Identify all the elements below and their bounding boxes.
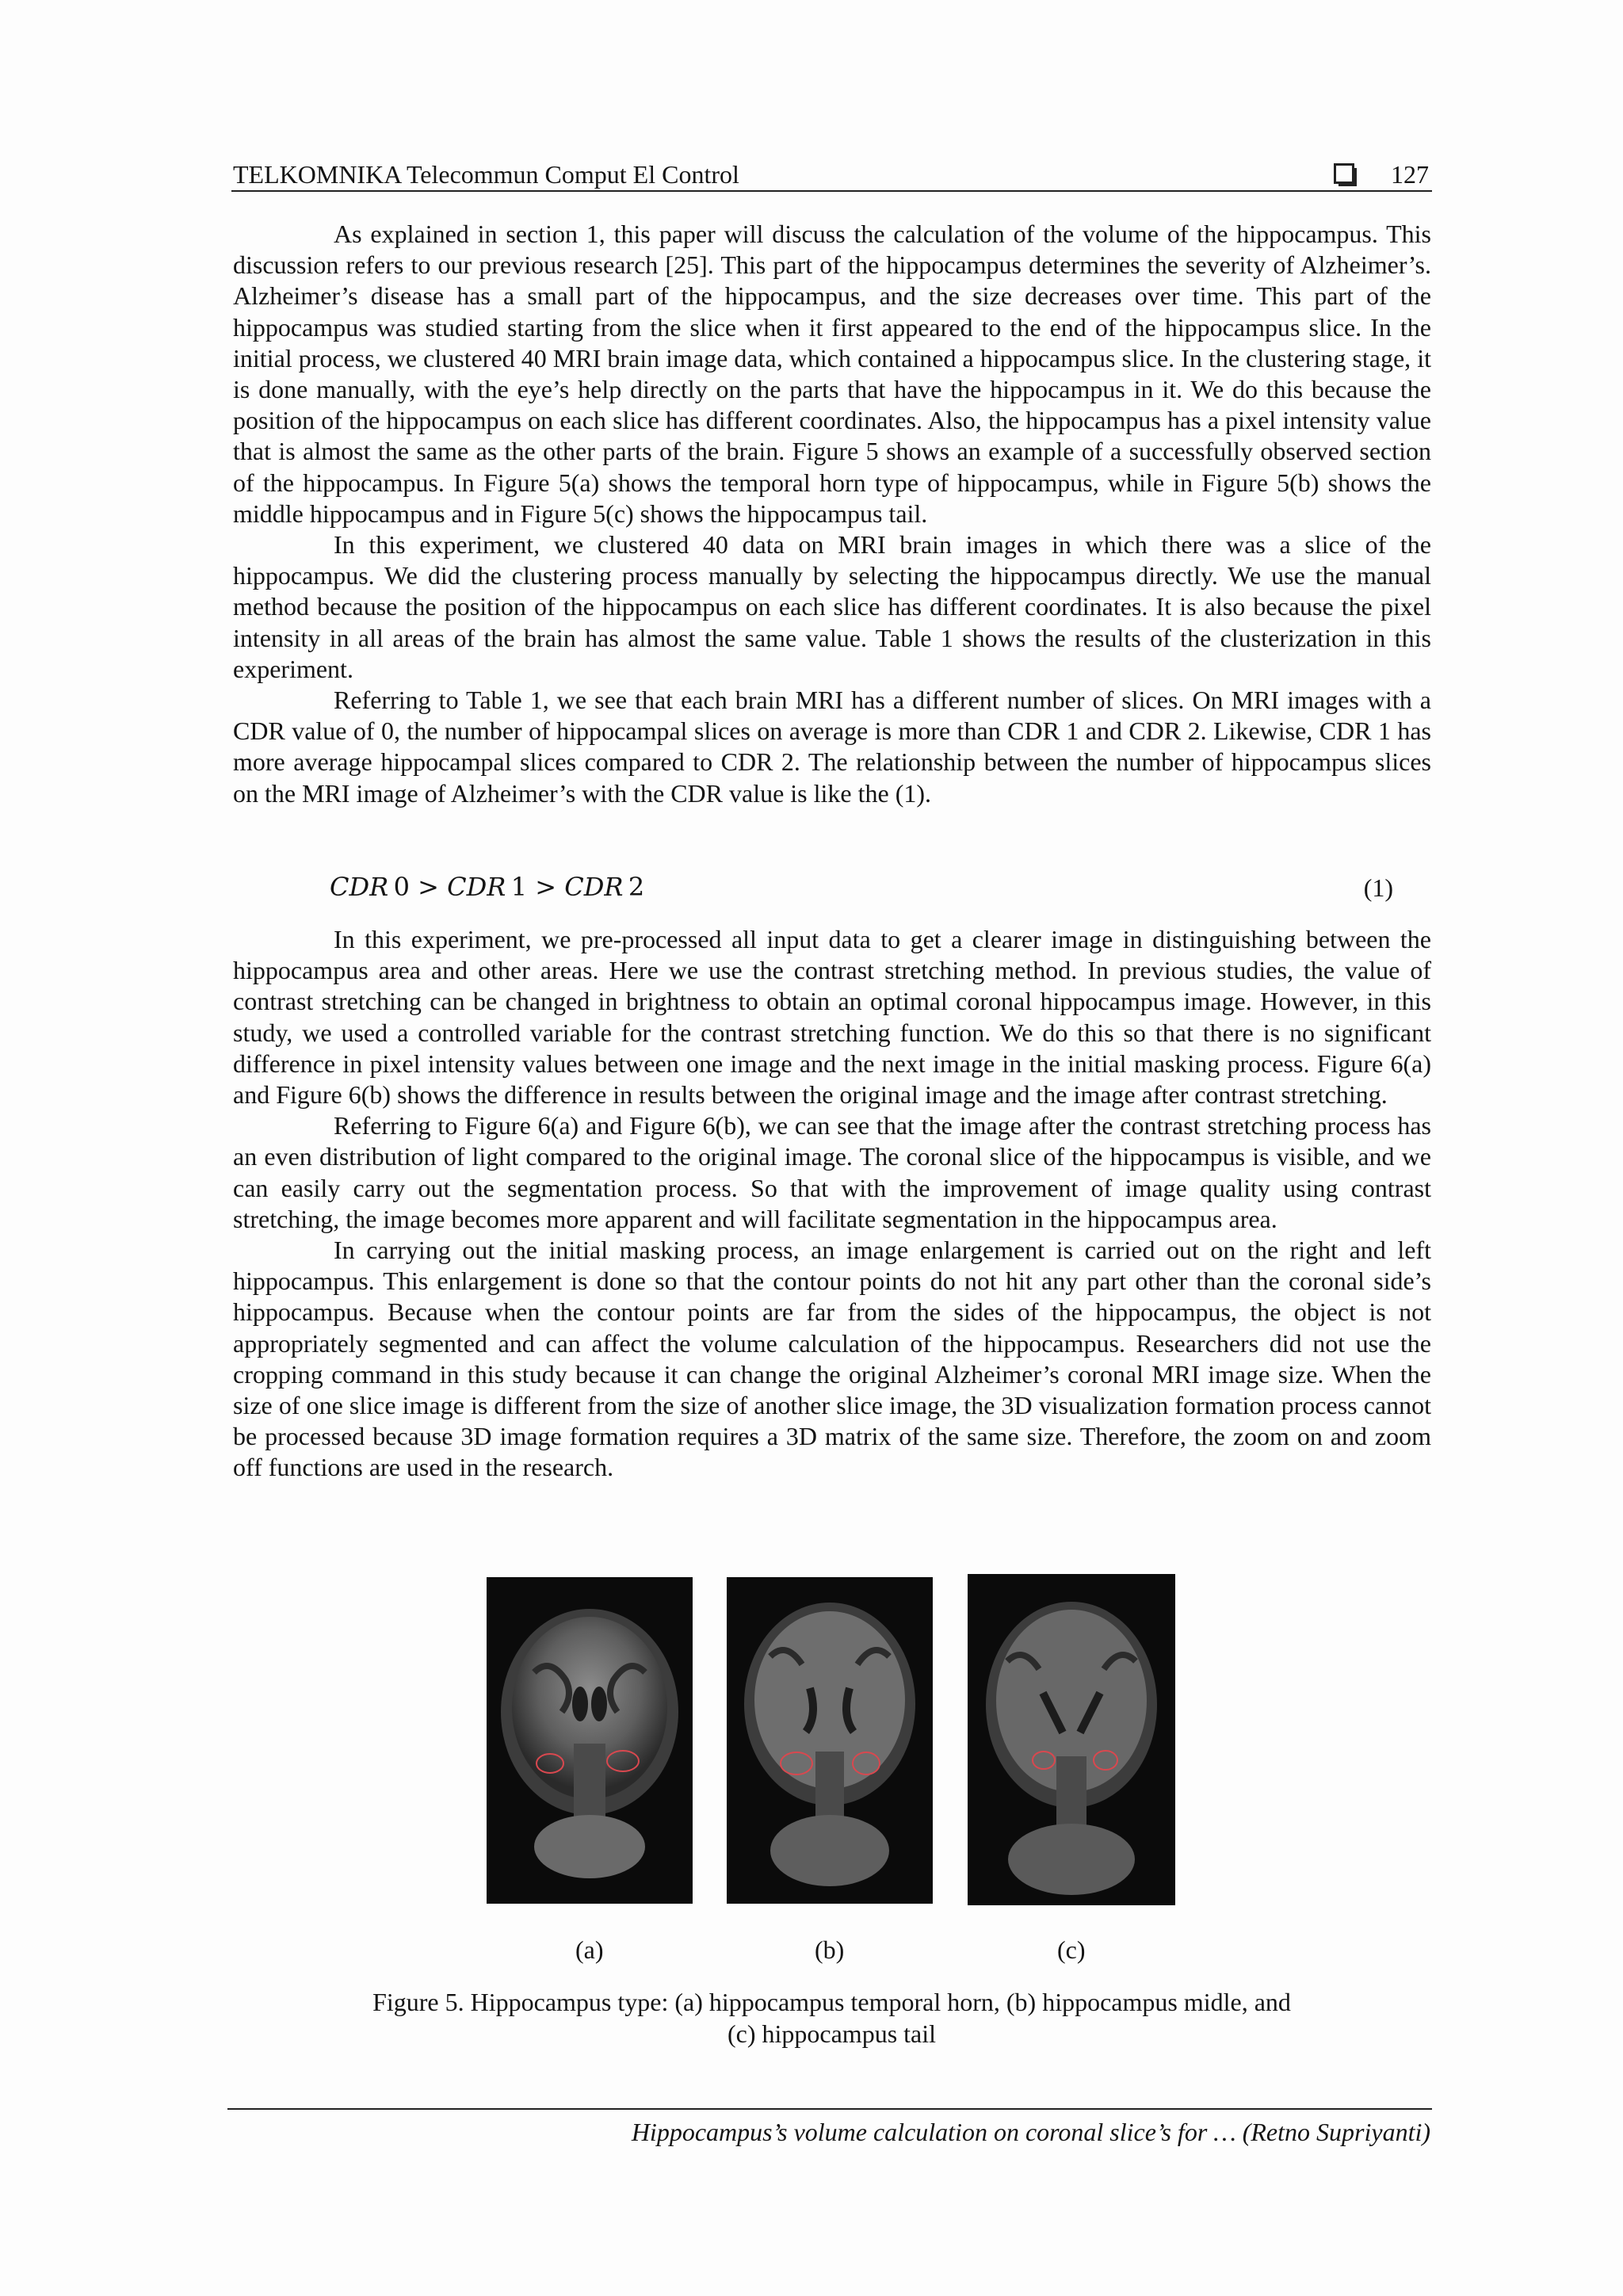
paragraph: Referring to Table 1, we see that each brain MRI has a different number of slices. On MRI images with a CDR value of 0, the number of hippocampal slices on average is more than CDR 1 and CDR 2. Likewise, CDR 1 has more average hippocampal slices compared to CDR 2. The relationship between the number of hippocampus slices on the MRI image of Alzheimer’s with the CDR value is like the (1). <box>233 686 1431 808</box>
page-footer <box>227 2108 1432 2157</box>
figure-label-c: (c) <box>1057 1935 1086 1964</box>
running-title: Hippocampus’s volume calculation on coronal slice’s for … (Retno Supriyanti) <box>631 2118 1430 2146</box>
paragraph: In this experiment, we clustered 40 data on MRI brain images in which there was a slice of the hippocampus. We did the clustering process manually by selecting the hippocampus directly. We use the manual method because the position of the hippocampus on each slice has different coordinates. It is also because the pixel intensity in all areas of the brain has almost the same value. Table 1 shows the results of the clusterization in this experiment. <box>233 530 1431 683</box>
equation-1 <box>330 870 1393 908</box>
caption-line: (c) hippocampus tail <box>727 2019 937 2048</box>
page-number: 127 <box>1391 160 1429 189</box>
paragraph: In carrying out the initial masking process, an image enlargement is carried out on the right and left hippocampus. This enlargement is done so that the contour points do not hit any part other than the coronal side’s hippocampus. Because when the contour points are far from the sides of the hippocampus, the object is not appropriately segmented and can affect the volume calculation of the hippocampus. Researchers did not use the cropping command in this study because it can change the original Alzheimer’s coronal MRI image size. When the size of one slice image is different from the size of another slice image, the 3D visualization formation process cannot be processed because 3D image formation requires a 3D matrix of the same size. Therefore, the zoom on and zoom off functions are used in the research. <box>233 1236 1431 1482</box>
figure-label-b: (b) <box>815 1935 845 1964</box>
paragraph: In this experiment, we pre-processed all input data to get a clearer image in distinguishing between the hippocampus area and other areas. Here we use the contrast stretching method. In previous studies, the value of contrast stretching can be changed in brightness to obtain an optimal coronal hippocampus image. However, in this study, we used a controlled variable for the contrast stretching function. We do this so that there is no significant difference in pixel intensity values between one image and the next image in the initial masking process. Figure 6(a) and Figure 6(b) shows the difference in results between the original image and the image after contrast stretching. <box>233 925 1431 1110</box>
page-header <box>231 152 1432 192</box>
square-bullet-icon <box>1334 163 1354 184</box>
figure-label-a: (a) <box>575 1935 604 1964</box>
paragraph: Referring to Figure 6(a) and Figure 6(b), we can see that the image after the contrast stretching process has an even distribution of light compared to the original image. The coronal slice of the hippocampus is visible, and we can easily carry out the segmentation process. So that with the improvement of image quality using contrast stretching, the image becomes more apparent and will facilitate segmentation in the hippocampus area. <box>233 1111 1431 1233</box>
caption-line: Figure 5. Hippocampus type: (a) hippocampus temporal horn, (b) hippocampus midle, and <box>372 1988 1291 2016</box>
equation-number: (1) <box>1363 873 1393 902</box>
mri-image-tail <box>968 1574 1175 1905</box>
equation-expression: CDR 0 > CDR 1 > CDR 2 <box>330 872 645 902</box>
body-text-top <box>233 219 1431 809</box>
mri-image-temporal-horn <box>487 1577 693 1904</box>
journal-title: TELKOMNIKA Telecommun Comput El Control <box>233 160 739 189</box>
body-text-bottom <box>233 924 1431 1484</box>
figure-caption <box>231 1986 1432 2050</box>
paragraph: As explained in section 1, this paper will discuss the calculation of the volume of the hippocampus. This discussion refers to our previous research [25]. This part of the hippocampus determines the severity of Alzheimer’s. Alzheimer’s disease has a small part of the hippocampus, and the size decreases over time. This part of the hippocampus was studied starting from the slice when it first appeared to the end of the hippocampus slice. In the initial process, we clustered 40 MRI brain image data, which contained a hippocampus slice. In the clustering stage, it is done manually, with the eye’s help directly on the parts that have the hippocampus in it. We do this because the position of the hippocampus on each slice has different coordinates. Also, the hippocampus has a pixel intensity value that is almost the same as the other parts of the brain. Figure 5 shows an example of a successfully observed section of the hippocampus. In Figure 5(a) shows the temporal horn type of hippocampus, while in Figure 5(b) shows the middle hippocampus and in Figure 5(c) shows the hippocampus tail. <box>233 220 1431 528</box>
mri-image-middle <box>727 1577 933 1904</box>
